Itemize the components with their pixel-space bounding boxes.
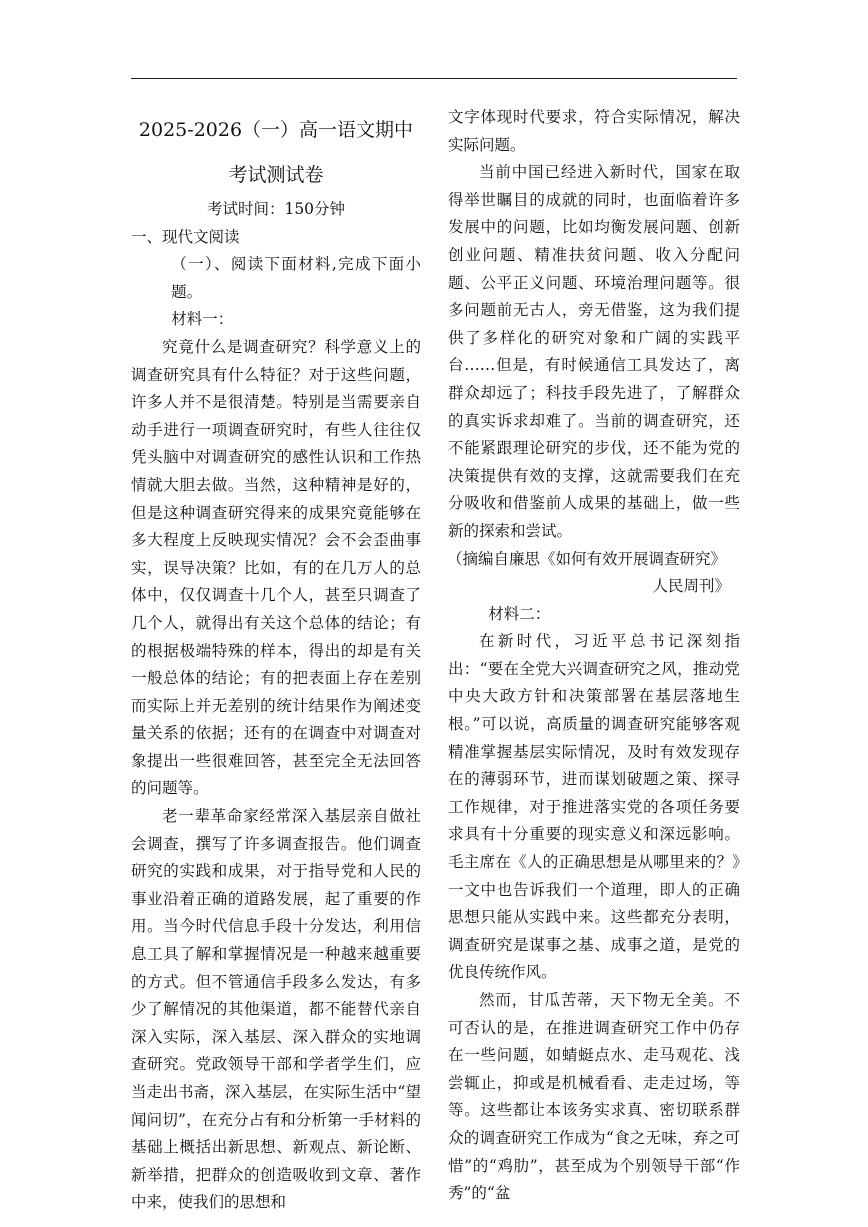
paragraph: 当前中国已经进入新时代，国家在取得举世瞩目的成就的同时，也面临着许多发展中的问题，比如均衡发展问题、创新创业问题、精准扶贫问题、收入分配问题、公平正义问题、环境治理问题等。很多问题前无古人，旁无借鉴，这为我们提供了多样化的研究对象和广阔的实践平台……但是，有时候通信工具发达了，离群众却远了；科技手段先进了，了解群众的真实诉求却难了。当前的调查研究，还不能紧跟理论研究的步伐，还不能为党的决策提供有效的支撑，这就需要我们在充分吸收和借鉴前人成果的基础上，做一些新的探索和尝试。 [448, 163, 740, 540]
right-column [448, 104, 740, 1208]
subsection-heading: （一）、阅读下面材料,完成下面小题。 [171, 255, 421, 301]
paragraph: 然而，甘瓜苦蒂，天下物无全美。不可否认的是，在推进调查研究工作中仍存在一些问题，如蜻蜓点水、走马观花、浅尝辄止，抑或是机械看看、走走过场，等等。这些都让本该务实求真、密切联系群众的调查研究工作成为“食之无味，弃之可惜”的“鸡肋”，甚至成为个别领导干部“作秀”的“盆 [448, 991, 740, 1203]
section-heading: 一、现代文阅读 [131, 227, 240, 246]
material-1-label: 材料一： [171, 310, 234, 329]
source-citation-line-1: （摘编自廉思《如何有效开展调查研究》 [447, 549, 727, 568]
material-2-label: 材料二： [488, 604, 551, 623]
paragraph: 老一辈革命家经常深入基层亲自做社会调查，撰写了许多调查报告。他们调查研究的实践和成果，对于指导党和人民的事业沿着正确的道路发展，起了重要的作用。当今时代信息手段十分发达，利用信息工具了解和掌握情况是一种越来越重要的方式。但不管通信手段多么发达，有多少了解情况的其他渠道，都不能替代亲自深入实际，深入基层、深入群众的实地调查研究。党政领导干部和学者学生们，应当走出书斋，深入基层，在实际生活中“望闻问切”，在充分占有和分析第一手材料的基础上概括出新思想、新观点、新论断、新举措，把群众的创造吸收到文章、著作中来，使我们的思想和 [131, 807, 421, 1212]
header-rule [131, 78, 737, 79]
paragraph: 究竟什么是调查研究？科学意义上的调查研究具有什么特征？对于这些问题，许多人并不是很清楚。特别是当需要亲自动手进行一项调查研究时，有些人往往仅凭头脑中对调查研究的感性认识和工作热情就大胆去做。当然，这种精神是好的，但是这种调查研究得来的成果究竟能够在多大程度上反映现实情况？会不会歪曲事实，误导决策？比如，有的在几万人的总体中，仅仅调查十几个人，甚至只调查了几个人，就得出有关这个总体的结论；有的根据极端特殊的样本，得出的却是有关一般总体的结论；有的把表面上存在差别而实际上并无差别的统计结果作为阐述变量关系的依据；还有的在调查中对调查对象提出一些很难回答，甚至完全无法回答的问题等。 [131, 337, 421, 798]
source-citation-line-2: 人民周刊》 [652, 577, 730, 596]
paragraph-continuation: 文字体现时代要求，符合实际情况，解决实际问题。 [448, 108, 740, 154]
title-line-2: 考试测试卷 [228, 164, 324, 186]
title-line-1: 2025-2026（一）高一语文期中 [138, 119, 414, 141]
paragraph: 在新时代，习近平总书记深刻指出：“要在全党大兴调查研究之风，推动党中央大政方针和决策部署在基层落地生根。”可以说，高质量的调查研究能够客观精准掌握基层实际情况，及时有效发现存在的薄弱环节，进而谋划破题之策、探寻工作规律，对于推进落实党的各项任务要求具有十分重要的现实意义和深远影响。毛主席在《人的正确思想是从哪里来的？》一文中也告诉我们一个道理，即人的正确思想只能从实践中来。这些都充分表明，调查研究是谋事之基、成事之道，是党的优良传统作风。 [448, 632, 740, 982]
left-column [131, 104, 421, 1217]
exam-time: 考试时间：150分钟 [206, 200, 346, 218]
